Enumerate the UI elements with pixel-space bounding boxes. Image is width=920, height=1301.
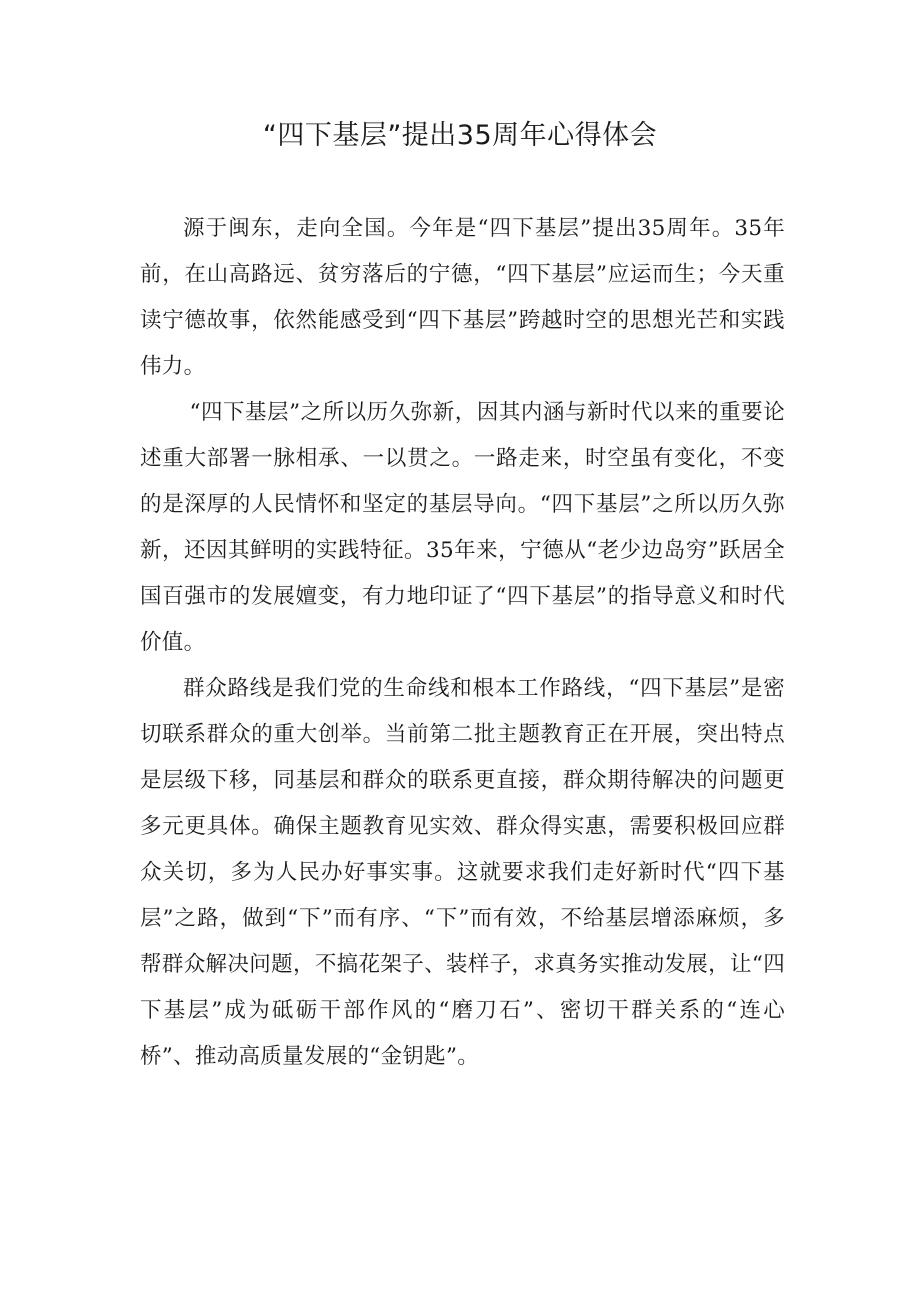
document-title: “四下基层”提出35周年心得体会 <box>262 120 658 151</box>
document-body <box>140 206 785 1080</box>
paragraph-3: 群众路线是我们党的生命线和根本工作路线，“四下基层”是密切联系群众的重大创举。当前第二批主题教育正在开展，突出特点是层级下移，同基层和群众的联系更直接，群众期待解决的问题更多元更具体。确保主题教育见实效、群众得实惠，需要积极回应群众关切，多为人民办好事实事。这就要求我们走好新时代“四下基层”之路，做到“下”而有序、“下”而有效，不给基层增添麻烦，多帮群众解决问题，不搞花架子、装样子，求真务实推动发展，让“四下基层”成为砥砺干部作风的“磨刀石”、密切干群关系的“连心桥”、推动高质量发展的“金钥匙”。 <box>140 676 785 1069</box>
paragraph-2: “四下基层”之所以历久弥新，因其内涵与新时代以来的重要论述重大部署一脉相承、一以贯之。一路走来，时空虽有变化，不变的是深厚的人民情怀和坚定的基层导向。“四下基层”之所以历久弥新，还因其鲜明的实践特征。35年来，宁德从“老少边岛穷”跃居全国百强市的发展嬗变，有力地印证了“四下基层”的指导意义和时代价值。 <box>140 400 785 655</box>
paragraph-1: 源于闽东，走向全国。今年是“四下基层”提出35周年。35年前，在山高路远、贫穷落后的宁德，“四下基层”应运而生；今天重读宁德故事，依然能感受到“四下基层”跨越时空的思想光芒和实践伟力。 <box>140 216 785 379</box>
